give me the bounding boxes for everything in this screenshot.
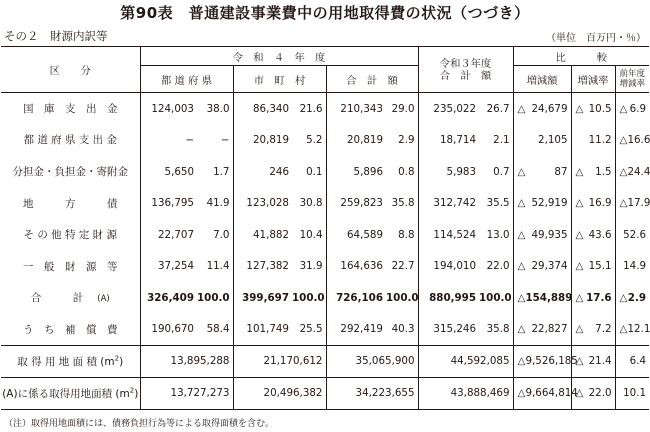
- cell-area-total: 34,223,655: [326, 377, 418, 409]
- header-category: 区 分: [1, 47, 140, 93]
- cell-area-diff: [513, 345, 578, 377]
- cell-prev: [615, 282, 649, 314]
- cell-pref-ratio: 7.0: [213, 228, 230, 241]
- cell-prev: [615, 93, 649, 125]
- cell-r3-ratio: 22.0: [486, 260, 510, 273]
- unit-label: （単位 百万円・％）: [546, 33, 646, 44]
- cell-rate-value: 10.5: [588, 102, 612, 115]
- cell-pref-ratio: 100.0: [197, 291, 230, 304]
- area-row-label-text: (A)に係る取得用地面積 (m: [2, 387, 130, 400]
- cell-prev: [615, 314, 649, 346]
- cell-area-muni: 20,496,382: [233, 377, 326, 409]
- area-row-label-sup: 2: [129, 386, 135, 395]
- cell-area-prev-value: 6.4: [629, 355, 647, 368]
- cell-r3-ratio: 35.8: [479, 314, 513, 346]
- cell-total-value: 726,106: [326, 282, 386, 314]
- cell-r3-ratio: 100.0: [479, 291, 512, 304]
- header-r4: 令 和 ４ 年 度: [140, 47, 418, 66]
- table-row: [1, 187, 649, 219]
- header-r3-line2: 合 計 額: [439, 69, 492, 82]
- cell-muni-ratio: 31.9: [299, 260, 323, 273]
- row-label: [1, 187, 140, 219]
- area-row-label: [1, 377, 140, 409]
- cell-rate: [571, 124, 615, 156]
- cell-muni-ratio: 0.1: [306, 165, 323, 178]
- cell-pref-ratio: 11.4: [206, 260, 230, 273]
- cell-total-value: 292,419: [326, 314, 386, 346]
- cell-muni-value: 101,749: [233, 314, 292, 346]
- cell-total-ratio: 0.8: [398, 165, 415, 178]
- cell-prev: [615, 251, 649, 283]
- row-marker: (A): [97, 294, 110, 305]
- cell-muni-ratio: 100.0: [292, 291, 325, 304]
- cell-pref-value: 22,707: [140, 219, 197, 251]
- page-title: 第90表 普通建設事業費中の用地取得費の状況（つづき）: [120, 4, 530, 22]
- cell-prev-sign: △: [619, 165, 628, 178]
- cell-prev-value: 52.6: [623, 228, 647, 241]
- cell-diff-sign: △: [517, 102, 526, 115]
- row-label: [1, 219, 140, 251]
- cell-rate-sign: △: [575, 323, 584, 336]
- cell-rate-sign: △: [575, 165, 584, 178]
- row-label: [1, 282, 140, 314]
- cell-rate-value: 16.9: [588, 197, 612, 210]
- cell-rate: [571, 156, 615, 188]
- cell-area-rate-sign: △: [575, 387, 584, 400]
- cell-prev-value: 12.1: [627, 323, 650, 336]
- cell-muni-ratio: 5.2: [306, 133, 323, 146]
- header-total: 合 計 額: [326, 66, 418, 93]
- table-row: [1, 93, 649, 125]
- cell-diff: [513, 93, 571, 125]
- cell-rate-value: 1.5: [595, 165, 612, 178]
- cell-diff: [513, 187, 571, 219]
- cell-area-diff-value: 9,526,185: [525, 355, 578, 368]
- cell-prev-sign: △: [619, 291, 628, 304]
- cell-rate-sign: △: [575, 260, 584, 273]
- cell-total-value: 164,636: [326, 251, 386, 283]
- cell-diff-sign: △: [517, 197, 526, 210]
- table-row: [1, 282, 649, 314]
- cell-area-rate-value: 21.4: [588, 355, 612, 368]
- cell-prev-sign: △: [619, 323, 628, 336]
- cell-rate: [571, 314, 615, 346]
- cell-rate-value: 15.1: [588, 260, 612, 273]
- cell-r3-value: 880,995: [418, 282, 479, 314]
- cell-rate-sign: △: [575, 291, 584, 304]
- row-label-text: う ち 補 償 費: [23, 323, 118, 336]
- cell-total-ratio: 100.0: [386, 291, 419, 304]
- cell-prev: [615, 187, 649, 219]
- cell-diff-sign: △: [517, 260, 526, 273]
- row-label-text: 一 般 財 源 等: [23, 260, 118, 273]
- cell-muni-value: 399,697: [233, 282, 292, 314]
- row-label: [1, 314, 140, 346]
- row-label-text: そ の 他 特 定 財 源: [23, 229, 118, 242]
- cell-total-ratio: 22.7: [391, 260, 415, 273]
- cell-pref-ratio: 38.0: [206, 102, 230, 115]
- cell-r3-value: 235,022: [418, 93, 479, 125]
- cell-muni-ratio: 10.4: [299, 228, 323, 241]
- cell-diff-value: 22,827: [531, 323, 568, 336]
- cell-muni-value: 123,028: [233, 187, 292, 219]
- cell-muni-value: 127,382: [233, 251, 292, 283]
- cell-area-prev: [615, 345, 649, 377]
- cell-prev: [615, 219, 649, 251]
- table-row: [1, 124, 649, 156]
- cell-prev-sign: △: [619, 102, 628, 115]
- header-pref: 都 道 府 県: [140, 66, 233, 93]
- cell-area-diff-sign: △: [517, 355, 526, 368]
- cell-pref-value: 5,650: [140, 156, 197, 188]
- cell-pref-value: 124,003: [140, 93, 197, 125]
- cell-area-total: 35,065,900: [326, 345, 418, 377]
- header-prev: [615, 66, 649, 93]
- row-label-text: 地 方 債: [23, 197, 118, 210]
- cell-total-value: 259,823: [326, 187, 386, 219]
- section-subtitle: その２ 財源内訳等: [4, 29, 108, 43]
- area-row: [1, 345, 649, 377]
- cell-diff-sign: △: [517, 228, 526, 241]
- cell-prev-value: 24.4: [627, 165, 650, 178]
- cell-area-muni: 21,170,612: [233, 345, 326, 377]
- cell-r3-value: 114,524: [418, 219, 479, 251]
- cell-area-prev-value: 10.1: [623, 387, 647, 400]
- cell-total-ratio: 35.8: [391, 197, 415, 210]
- table-row: [1, 219, 649, 251]
- cell-r3-value: 312,742: [418, 187, 479, 219]
- cell-r3-ratio: 13.0: [486, 228, 510, 241]
- cell-muni-value: 41,882: [233, 219, 292, 251]
- table-row: [1, 314, 649, 346]
- cell-area-r3: 43,888,469: [418, 377, 513, 409]
- cell-r3-ratio: 35.5: [486, 197, 510, 210]
- cell-diff-value: 49,935: [531, 228, 568, 241]
- cell-diff: [513, 156, 571, 188]
- area-row-label-close: ): [119, 355, 124, 368]
- cell-diff-value: 2,105: [538, 133, 568, 146]
- row-label: [1, 251, 140, 283]
- cell-area-r3: 44,592,085: [418, 345, 513, 377]
- cell-area-diff-value: 9,664,814: [525, 387, 578, 400]
- area-row-label-sup: 2: [114, 354, 120, 363]
- cell-r3-value: 194,010: [418, 251, 479, 283]
- cell-rate-sign: △: [575, 102, 584, 115]
- cell-pref-value: 136,795: [140, 187, 197, 219]
- cell-rate-value: 17.6: [586, 291, 612, 304]
- cell-diff-value: 29,374: [531, 260, 568, 273]
- cell-diff-sign: △: [517, 323, 526, 336]
- cell-area-rate-value: 22.0: [588, 387, 612, 400]
- cell-rate-value: 43.6: [588, 228, 612, 241]
- cell-rate-sign: △: [575, 197, 584, 210]
- cell-total-value: 64,589: [326, 219, 386, 251]
- cell-pref-value: 326,409: [140, 282, 197, 314]
- cell-rate-sign: △: [575, 228, 584, 241]
- cell-area-pref: 13,895,288: [140, 345, 233, 377]
- header-compare: 比 較: [513, 47, 649, 66]
- cell-r3-value: 5,983: [418, 156, 479, 188]
- area-row-label-close: ): [134, 387, 139, 400]
- row-label: [1, 156, 140, 188]
- cell-prev-value: 14.9: [623, 260, 647, 273]
- cell-rate: [571, 219, 615, 251]
- area-row-label-text: 取 得 用 地 面 積 (m: [17, 355, 115, 368]
- cell-prev-value: 6.9: [629, 102, 647, 115]
- cell-total-ratio: 2.9: [398, 133, 415, 146]
- cell-muni-ratio: 25.5: [292, 314, 326, 346]
- cell-prev-sign: △: [619, 197, 628, 210]
- footnote: （注）取得用地面積には、債務負担行為等による取得面積を含む。: [4, 419, 275, 429]
- row-label-text: 分担金・負担金・寄附金: [12, 166, 128, 179]
- row-label: [1, 93, 140, 125]
- cell-area-diff: [513, 377, 578, 409]
- cell-rate: [571, 251, 615, 283]
- cell-rate: [571, 93, 615, 125]
- cell-diff: [513, 251, 571, 283]
- cell-rate: [571, 282, 615, 314]
- cell-pref-ratio: 1.7: [213, 165, 230, 178]
- cell-pref-ratio: 41.9: [206, 197, 230, 210]
- cell-diff-value: 24,679: [531, 102, 568, 115]
- cell-total-ratio: 40.3: [386, 314, 418, 346]
- cell-area-diff-sign: △: [517, 387, 526, 400]
- area-row-label: [1, 345, 140, 377]
- cell-muni-ratio: 30.8: [299, 197, 323, 210]
- cell-r3-ratio: 0.7: [493, 165, 510, 178]
- cell-r3-ratio: 26.7: [486, 102, 510, 115]
- cell-total-value: 20,819: [326, 124, 386, 156]
- row-label-text: 国 庫 支 出 金: [23, 103, 118, 116]
- cell-diff-sign: △: [517, 165, 526, 178]
- cell-total-ratio: 29.0: [391, 102, 415, 115]
- cell-pref-value: −: [140, 124, 197, 156]
- cell-pref-ratio: 58.4: [197, 314, 233, 346]
- cell-pref-value: 37,254: [140, 251, 197, 283]
- header-prev-line2: 増減率: [619, 79, 646, 90]
- cell-prev-value: 16.6: [627, 133, 650, 146]
- header-diff: 増減額: [513, 66, 571, 93]
- cell-area-prev: [615, 377, 649, 409]
- header-prev-line1: 前年度: [619, 69, 646, 80]
- cell-area-rate-sign: △: [575, 355, 584, 368]
- cell-diff-value: 52,919: [531, 197, 568, 210]
- cell-total-value: 5,896: [326, 156, 386, 188]
- header-r3-line1: 令和３年度: [439, 57, 492, 70]
- cell-total-value: 210,343: [326, 93, 386, 125]
- cell-muni-value: 20,819: [233, 124, 292, 156]
- area-row: [1, 377, 649, 409]
- cell-rate-value: 11.2: [588, 133, 612, 146]
- cell-pref-ratio: −: [220, 133, 230, 146]
- header-muni: 市 町 村: [233, 66, 326, 93]
- cell-prev-value: 2.9: [627, 291, 647, 304]
- cell-r3-value: 18,714: [418, 124, 479, 156]
- cell-prev: [615, 156, 649, 188]
- row-label-text: 合 計: [30, 292, 84, 305]
- cell-diff: [513, 219, 571, 251]
- table-row: [1, 156, 649, 188]
- cell-r3-ratio: 2.1: [493, 133, 510, 146]
- cell-area-pref: 13,727,273: [140, 377, 233, 409]
- row-label: [1, 124, 140, 156]
- cell-muni-value: 86,340: [233, 93, 292, 125]
- cell-rate: [571, 187, 615, 219]
- cell-rate-value: 7.2: [595, 323, 612, 336]
- cell-prev-sign: △: [619, 133, 628, 146]
- cell-prev: [615, 124, 649, 156]
- table-row: [1, 251, 649, 283]
- land-acquisition-table: [1, 46, 649, 410]
- cell-diff-value: 154,889: [525, 291, 573, 304]
- cell-diff-value: 87: [554, 165, 568, 178]
- cell-diff-sign: △: [517, 291, 526, 304]
- cell-muni-ratio: 21.6: [299, 102, 323, 115]
- cell-prev-value: 17.9: [627, 197, 650, 210]
- cell-r3-value: 315,246: [418, 314, 479, 346]
- header-rate: 増減率: [571, 66, 615, 93]
- cell-diff: [513, 314, 571, 346]
- cell-muni-value: 246: [233, 156, 292, 188]
- cell-pref-value: 190,670: [140, 314, 197, 346]
- cell-total-ratio: 8.8: [398, 228, 415, 241]
- cell-diff: [513, 124, 571, 156]
- header-r3: [418, 47, 513, 93]
- cell-diff: [513, 282, 571, 314]
- row-label-text: 都 道 府 県 支 出 金: [23, 134, 118, 147]
